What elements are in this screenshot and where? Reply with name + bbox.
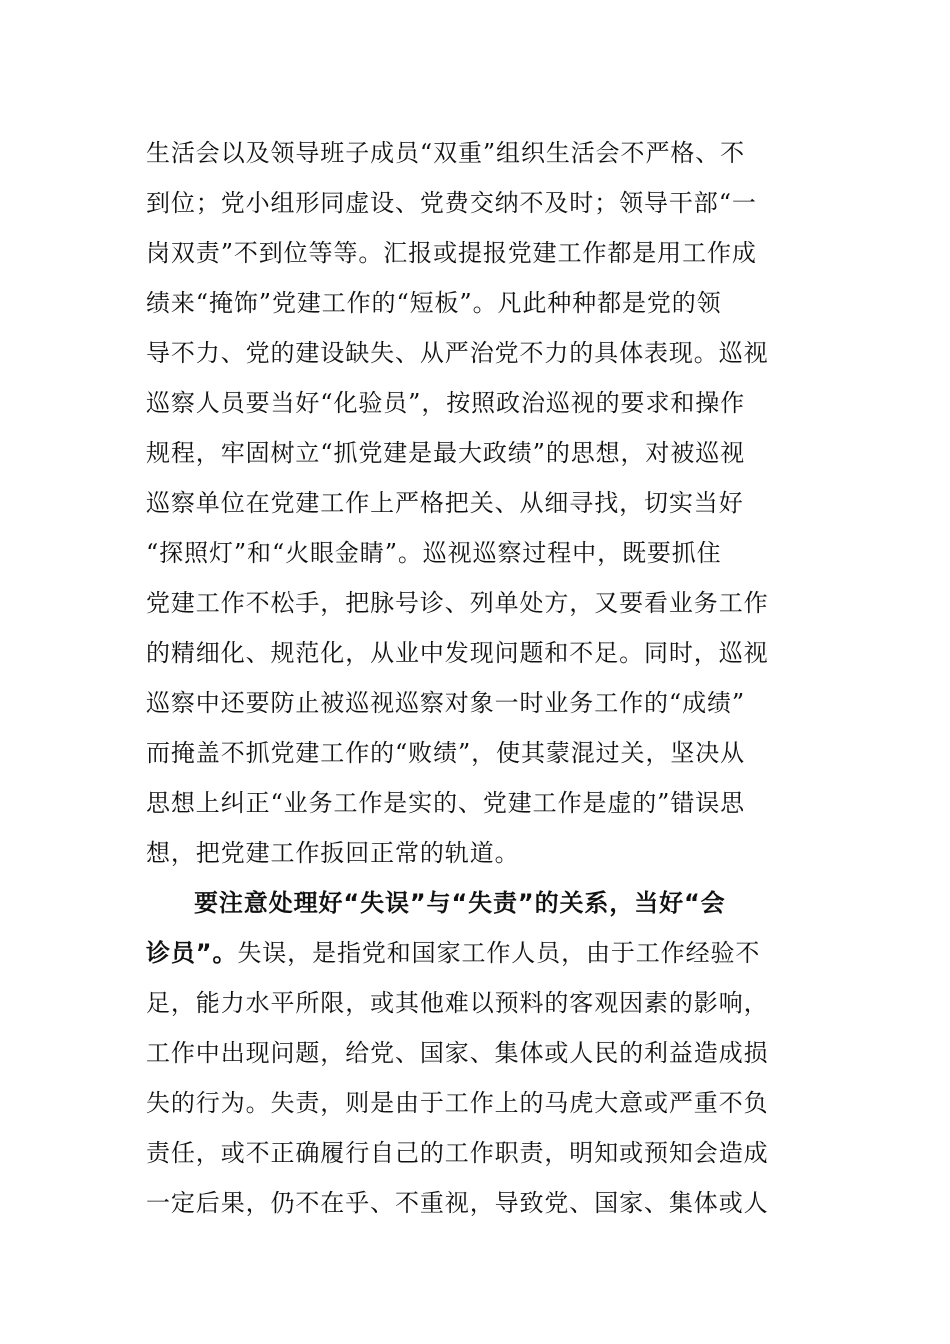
text-line: 规程，牢固树立“抓党建是最大政绩”的思想，对被巡视 (146, 439, 746, 467)
text-line: 而掩盖不抓党建工作的“败绩”，使其蒙混过关，坚决从 (146, 739, 746, 767)
paragraph-heading-bold: 诊员”。 (146, 939, 238, 967)
text-line: 想，把党建工作扳回正常的轨道。 (146, 839, 520, 867)
text-line: 到位；党小组形同虚设、党费交纳不及时；领导干部“一 (146, 189, 757, 217)
text-line: 一定后果，仍不在乎、不重视，导致党、国家、集体或人 (146, 1189, 769, 1217)
text-line: 巡察中还要防止被巡视巡察对象一时业务工作的“成绩” (146, 689, 746, 717)
text-line: 足，能力水平所限，或其他难以预料的客观因素的影响， (146, 989, 769, 1017)
text-line: 生活会以及领导班子成员“双重”组织生活会不严格、不 (146, 139, 746, 167)
text-line: 巡察单位在党建工作上严格把关、从细寻找，切实当好 (146, 489, 744, 517)
document-body (146, 128, 796, 1228)
text-line: 巡察人员要当好“化验员”，按照政治巡视的要求和操作 (146, 389, 746, 417)
text-line: “探照灯”和“火眼金睛”。巡视巡察过程中，既要抓住 (146, 539, 722, 567)
text-line: 导不力、党的建设缺失、从严治党不力的具体表现。巡视 (146, 339, 769, 367)
paragraph-heading-line: 要注意处理好“失误”与“失责”的关系，当好“会 (194, 889, 726, 917)
paragraph-text: 失误，是指党和国家工作人员，由于工作经验不 (237, 939, 761, 967)
text-line: 党建工作不松手，把脉号诊、列单处方，又要看业务工作 (146, 589, 769, 617)
text-line: 思想上纠正“业务工作是实的、党建工作是虚的”错误思 (146, 789, 746, 817)
text-line: 的精细化、规范化，从业中发现问题和不足。同时，巡视 (146, 639, 769, 667)
text-line: 岗双责”不到位等等。汇报或提报党建工作都是用工作成 (146, 239, 757, 267)
text-line: 失的行为。失责，则是由于工作上的马虎大意或严重不负 (146, 1089, 769, 1117)
text-line: 责任，或不正确履行自己的工作职责，明知或预知会造成 (146, 1139, 769, 1167)
paragraph-heading-line-2 (146, 928, 796, 978)
text-line: 工作中出现问题，给党、国家、集体或人民的利益造成损 (146, 1039, 769, 1067)
text-line: 绩来“掩饰”党建工作的“短板”。凡此种种都是党的领 (146, 289, 722, 317)
